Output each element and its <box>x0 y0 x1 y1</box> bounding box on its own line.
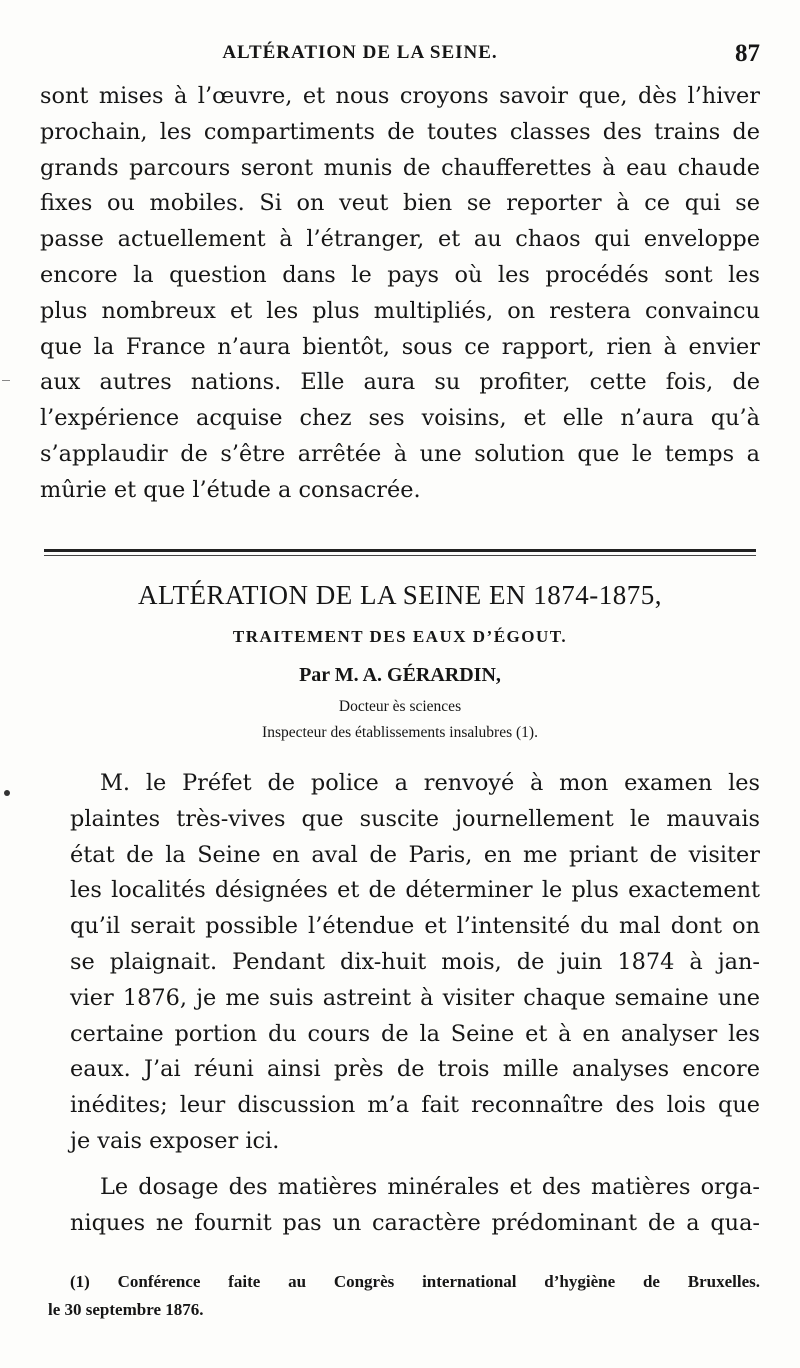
section-divider-thin <box>44 555 756 556</box>
running-title: ALTÉRATION DE LA SEINE. <box>222 42 498 63</box>
margin-dot <box>4 790 10 796</box>
text-line: se plaignait. Pendant dix-huit mois, de juin 1874 à jan- <box>70 948 760 975</box>
author-credential: Docteur ès sciences <box>338 698 462 715</box>
text-line: encore la question dans le pays où les procédés sont les <box>40 261 760 288</box>
text-line: s’applaudir de s’être arrêtée à une solution que le temps a <box>40 440 760 467</box>
margin-tick <box>2 380 10 381</box>
article-title: ALTÉRATION DE LA SEINE EN 1874-1875, <box>138 580 662 610</box>
text-line: vier 1876, je me suis astreint à visiter chaque semaine une <box>70 984 760 1011</box>
text-line: inédites; leur discussion m’a fait reconnaître des lois que <box>70 1092 760 1119</box>
author-position: Inspecteur des établissements insalubres (1). <box>262 724 538 741</box>
footnote-line: (1) Conférence faite au Congrès international d’hygiène de Bruxelles. <box>70 1272 760 1291</box>
text-line: passe actuellement à l’étranger, et au chaos qui enveloppe <box>40 226 760 253</box>
paragraph-intro <box>40 766 760 1160</box>
section-divider <box>44 549 756 552</box>
text-line: grands parcours seront munis de chaufferettes à eau chaude <box>40 154 760 181</box>
paragraph-dosage <box>40 1170 760 1242</box>
text-line: état de la Seine en aval de Paris, en me priant de visiter <box>70 841 760 868</box>
article-subtitle: TRAITEMENT DES EAUX D’ÉGOUT. <box>232 627 568 646</box>
page-number: 87 <box>735 40 760 67</box>
text-line: M. le Préfet de police a renvoyé à mon examen les <box>100 770 760 796</box>
footnote <box>40 1268 760 1324</box>
text-line: fixes ou mobiles. Si on veut bien se reporter à ce qui se <box>40 190 760 217</box>
text-line: Le dosage des matières minérales et des matières orga- <box>100 1174 760 1200</box>
text-line: aux autres nations. Elle aura su profiter, cette fois, de <box>40 369 760 396</box>
footnote-line: le 30 septembre 1876. <box>48 1300 204 1319</box>
text-line: les localités désignées et de déterminer le plus exactement <box>70 877 760 904</box>
author-line: Par M. A. GÉRARDIN, <box>299 664 501 686</box>
text-line: mûrie et que l’étude a consacrée. <box>40 476 421 503</box>
running-header <box>40 36 760 72</box>
text-line: eaux. J’ai réuni ainsi près de trois mille analyses encore <box>70 1056 760 1083</box>
text-line: qu’il serait possible l’étendue et l’intensité du mal dont on <box>70 913 760 940</box>
text-line: certaine portion du cours de la Seine et à en analyser les <box>70 1020 760 1047</box>
paragraph-continued <box>40 79 760 509</box>
text-line: je vais exposer ici. <box>70 1127 280 1154</box>
text-line: plaintes très-vives que suscite journellement le mauvais <box>70 805 760 832</box>
text-line: plus nombreux et les plus multipliés, on restera convaincu <box>40 297 760 324</box>
text-line: que la France n’aura bientôt, sous ce rapport, rien à envier <box>40 333 760 360</box>
text-line: niques ne fournit pas un caractère prédominant de a qua- <box>70 1209 760 1236</box>
text-line: prochain, les compartiments de toutes classes des trains de <box>40 118 760 145</box>
text-line: sont mises à l’œuvre, et nous croyons savoir que, dès l’hiver <box>40 83 760 109</box>
text-line: l’expérience acquise chez ses voisins, et elle n’aura qu’à <box>40 405 760 432</box>
